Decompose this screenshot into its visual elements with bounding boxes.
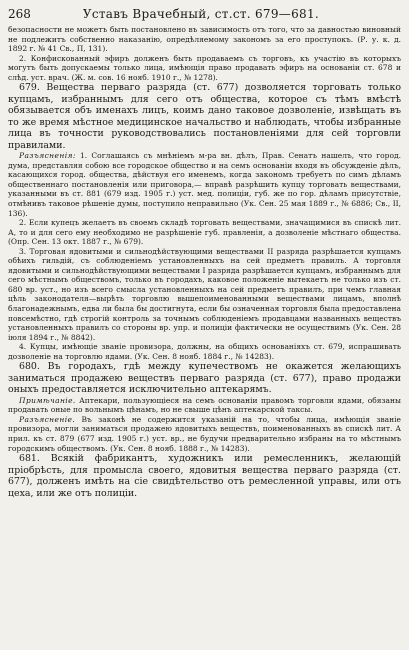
running-title: Уставъ Врачебный, ст.ст. 679—681. (82, 7, 320, 21)
paragraph-text: 4. Купцы, имѣющіе званіе провизора, должны, на общихъ основаніяхъ ст. 679, испрашивать дозволеніе на торговлю ядами. (Ук. Сен. 8 нояб. 1884 г., № 14283). (8, 342, 401, 361)
paragraph-text: Аптекари, пользующіеся на семъ основаніи правомъ торговли ядами, обязаны продавать оные по вольнымъ цѣнамъ, но не свыше цѣнъ аптекарской таксы. (8, 395, 401, 415)
paragraph-text: 2. Конфискованный эфиръ долженъ быть продаваемъ съ торговъ, къ участію въ которыхъ могутъ быть допускаемы только лица, имѣющія право продавать эфиръ на основаніи ст. 678 и слѣд. уст. врач. (Ж. м. сов. 16 нояб. 1910 г., № 1278). (8, 53, 401, 82)
article-paragraph (8, 82, 401, 151)
paragraph-text: 2. Если купецъ желаетъ въ своемъ складѣ торговать веществами, значащимися въ спискѣ лит. А, то и для сего ему необходимо не разрѣшеніе губ. правленія, а дозволеніе мѣстнаго общества. (Опр. Сен. 13 окт. 1887 г., № 679). (8, 218, 401, 247)
page-number: 268 (8, 7, 31, 21)
commentary-paragraph (8, 396, 401, 415)
paragraph-text: безопасности не можетъ быть постановлено въ зависимость отъ того, что за давностью виновный не подлежитъ собственно наказанію, опредѣляемому закономъ за его проступокъ. (Р. у. к. д. 1892 г. № 41 Св., П, 131). (8, 25, 401, 54)
commentary-paragraph (8, 342, 401, 361)
paragraph-text: 1. Соглашаясь съ мнѣніемъ м-ра вн. дѣлъ, Прав. Сенатъ нашелъ, что город. дума, представляя собою все городское общество и на семъ основаніи входя въ обсужденіе дѣлъ, касающихся город. общества, дѣйствуя его именемъ, когда закономъ требуетъ по симъ дѣламъ общественнаго постановленія или приговора,— вправѣ разрѣшить купцу торговать веществами, указанными въ ст. 881 (679 изд. 1905 г.) уст. мед. полиціи, губ. же по гор. дѣламъ присутствіе, отмѣнивъ таковое рѣшеніе думы, поступило неправильно (Ук. Сен. 25 мая 1889 г., № 6886; Св., II, 136). (8, 151, 401, 218)
paragraph-lead: Примѣчаніе. (19, 395, 76, 405)
paragraph-text: Въ законѣ не содержится указаній на то, чтобы лица, имѣющія званіе провизора, могли заниматься продажею ядовитыхъ веществъ, поименованныхъ въ спискѣ лит. А прил. къ ст. 879 (677 изд. 1905 г.) уст. вр., не будучи предварительно избраны на то мѣстнымъ городскимъ обществомъ. (Ук. Сен. 8 нояб. 1888 г., № 14283). (8, 414, 401, 453)
paragraph-lead: Разъясненіе. (19, 414, 76, 424)
paragraph-lead: Разъясненія: (19, 151, 76, 161)
commentary-paragraph (8, 218, 401, 247)
page-header (8, 7, 401, 21)
commentary-paragraph (8, 247, 401, 342)
commentary-paragraph (8, 415, 401, 453)
page-body (8, 25, 401, 499)
commentary-paragraph (8, 54, 401, 83)
paragraph-text: 681. Всякій фабрикантъ, художникъ или ремесленникъ, желающій пріобрѣсть, для промысла своего, ядовитыя вещества перваго разряда (ст. 677), долженъ имѣть на сіе свидѣтельство отъ ремесленной управы, или отъ цеха, или же отъ полиціи. (8, 453, 401, 499)
commentary-paragraph (8, 25, 401, 54)
article-paragraph (8, 361, 401, 396)
paragraph-text: 3. Торговая ядовитыми и сильнодѣйствующими веществами II разряда разрѣшается купцамъ обѣихъ гильдій, съ соблюденіемъ установленныхъ на сей предметъ правилъ. А торговля ядовитыми и сильнодѣйствующими веществами I разряда разрѣшается купцамъ, избраннымъ для сего мѣстнымъ обществомъ, только въ городахъ, каковое положеніе вытекаетъ не только изъ ст. 680 вр. уст., но изъ всего смысла установленныхъ на сей предметъ правилъ, при чемъ главная цѣль законодателя—вырѣть торговлю вышепоименованными веществами лицамъ, вполнѣ благонадежнымъ, едва ли была бы достигнута, если бы означенная торговля была предоставлена повсемѣстно, гдѣ строгій контроль за точнымъ соблюденіемъ продавцами названныхъ веществъ установленныхъ правилъ со стороны вр. упр. и полиціи фактически не осуществимъ (Ук. Сен. 28 іюля 1894 г., № 8842). (8, 246, 402, 342)
paragraph-text: 679. Вещества перваго разряда (ст. 677) дозволяется торговать только купцамъ, избраннымъ для сего отъ общества, которое съ тѣмъ вмѣстѣ обязывается объ именахъ лицъ, коимъ дано таковое дозволеніе, извѣщать въ то же время мѣстное медицинское начальство и наблюдать, чтобы избранные лица въ точности руководствовались постановленіями для сей торговли правилами. (8, 82, 401, 151)
commentary-paragraph (8, 151, 401, 218)
paragraph-text: 680. Въ городахъ, гдѣ между купечествомъ не окажется желающихъ заниматься продажею веществъ перваго разряда (ст. 677), право продажи оныхъ предоставляется исключительно аптекарямъ. (8, 361, 401, 396)
article-paragraph (8, 453, 401, 499)
